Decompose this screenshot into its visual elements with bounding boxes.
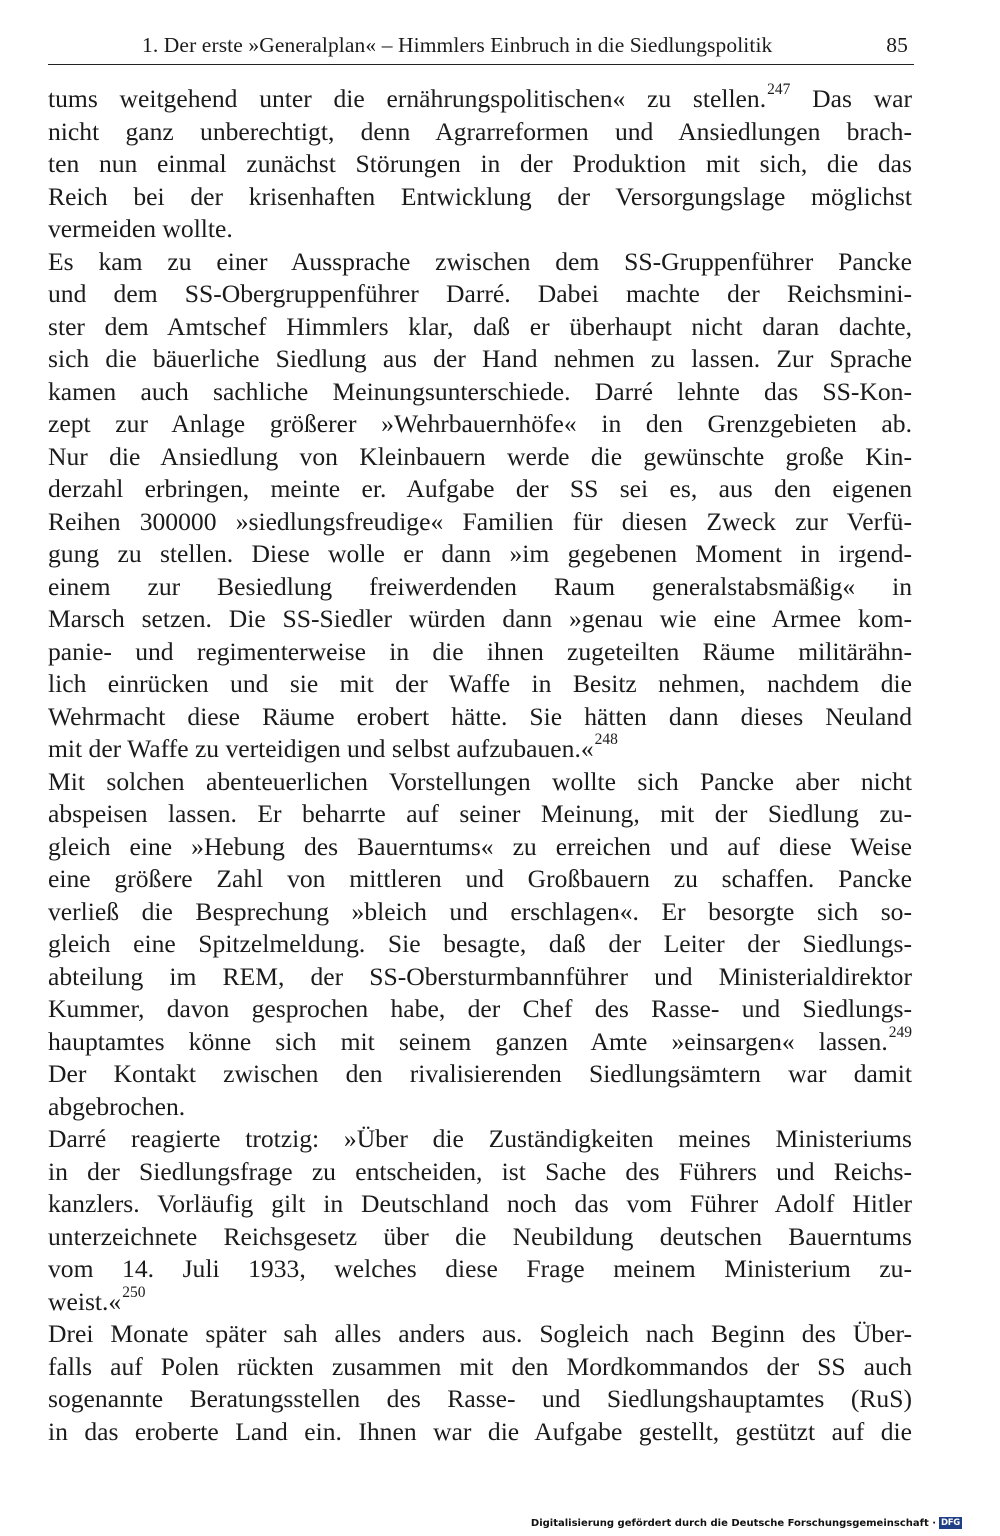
text-line [48, 928, 912, 961]
line-text: hauptamtes könne sich mit seinem ganzen Amte »einsargen« lassen. [48, 1026, 888, 1056]
text-line [48, 1416, 912, 1449]
text-line [48, 506, 912, 539]
line-text: ten nun einmal zunächst Störungen in der Produktion mit sich, die das [48, 149, 912, 178]
line-text: sogenannte Beratungsstellen des Rasse- und Siedlungshauptamtes (RuS) [48, 1384, 912, 1413]
text-line [48, 1283, 912, 1319]
text-line [48, 376, 912, 409]
text-line [48, 181, 912, 214]
text-line [48, 213, 912, 246]
line-text: Darré reagierte trotzig: »Über die Zuständigkeiten meines Ministeriums [48, 1124, 912, 1153]
line-text: Kummer, davon gesprochen habe, der Chef des Rasse- und Siedlungs- [48, 994, 912, 1023]
text-line [48, 83, 912, 116]
body-text [48, 83, 912, 1448]
dfg-logo: DFG [941, 1518, 960, 1528]
text-line [48, 603, 912, 636]
line-text: in der Siedlungsfrage zu entscheiden, ist Sache des Führers und Reichs- [48, 1156, 912, 1186]
running-header [48, 30, 914, 65]
line-text: zept zur Anlage größerer »Wehrbauernhöfe« in den Grenzgebieten ab. [48, 409, 912, 438]
text-line [48, 246, 912, 279]
text-line [48, 1351, 912, 1384]
line-text: eine größere Zahl von mittleren und Großbauern zu schaffen. Pancke [48, 864, 912, 893]
text-line [48, 1156, 912, 1189]
text-line [48, 1318, 912, 1351]
line-text: abteilung im REM, der SS-Obersturmbannführer und Ministerialdirektor [48, 961, 912, 991]
line-text-continued: Das war [790, 84, 912, 113]
line-text: verließ die Besprechung »bleich und erschlagen«. Er besorgte sich so- [48, 896, 912, 926]
line-text: gleich eine »Hebung des Bauerntums« zu erreichen und auf diese Weise [48, 831, 912, 861]
line-text: Nur die Ansiedlung von Kleinbauern werde die gewünschte große Kin- [48, 441, 912, 471]
line-text: lich einrücken und sie mit der Waffe in Besitz nehmen, nachdem die [48, 669, 912, 698]
line-text: ster dem Amtschef Himmlers klar, daß er überhaupt nicht daran dachte, [48, 311, 912, 341]
text-line [48, 831, 912, 864]
line-text: mit der Waffe zu verteidigen und selbst aufzubauen.« [48, 734, 594, 763]
text-line [48, 473, 912, 506]
line-text: unterzeichnete Reichsgesetz über die Neubildung deutschen Bauerntums [48, 1221, 912, 1251]
line-text: in das eroberte Land ein. Ihnen war die Aufgabe gestellt, gestützt auf die [48, 1416, 912, 1446]
line-text: kamen auch sachliche Meinungsunterschiede. Darré lehnte das SS-Kon- [48, 376, 912, 406]
text-line [48, 441, 912, 474]
text-line [48, 733, 912, 766]
line-text: Marsch setzen. Die SS-Siedler würden dann »genau wie eine Armee kom- [48, 604, 912, 633]
text-line [48, 538, 912, 571]
line-text: vermeiden wollte. [48, 214, 233, 243]
text-line [48, 863, 912, 896]
line-text: falls auf Polen rückten zusammen mit den Mordkommandos der SS auch [48, 1351, 912, 1381]
text-line [48, 668, 912, 701]
page-number: 85 [886, 33, 908, 57]
line-text: kanzlers. Vorläufig gilt in Deutschland noch das vom Führer Adolf Hitler [48, 1189, 912, 1218]
line-text: panie- und regimenterweise in die ihnen zugeteilten Räume militärähn- [48, 636, 912, 666]
text-line [48, 993, 912, 1026]
text-line [48, 1188, 912, 1221]
text-line [48, 1023, 912, 1059]
text-line [48, 571, 912, 604]
text-line [48, 1221, 912, 1254]
line-text: Der Kontakt zwischen den rivalisierenden Siedlungsämtern war damit [48, 1059, 912, 1088]
text-line [48, 701, 912, 734]
text-line [48, 766, 912, 799]
footnote-marker: 247 [767, 81, 791, 98]
text-line [48, 311, 912, 344]
text-line [48, 1383, 912, 1416]
credit-text: Digitalisierung gefördert durch die Deutsche Forschungsgemeinschaft · [530, 1517, 937, 1529]
line-text: gung zu stellen. Diese wolle er dann »im gegebenen Moment in irgend- [48, 539, 912, 568]
text-line [48, 1091, 912, 1124]
line-text: vom 14. Juli 1933, welches diese Frage meinem Ministerium zu- [48, 1254, 912, 1283]
line-text: Es kam zu einer Aussprache zwischen dem SS-Gruppenführer Pancke [48, 246, 912, 276]
text-line [48, 961, 912, 994]
line-text: und dem SS-Obergruppenführer Darré. Dabei machte der Reichsmini- [48, 279, 912, 308]
text-line [48, 1253, 912, 1286]
line-text: Reihen 300000 »siedlungsfreudige« Familien für diesen Zweck zur Verfü- [48, 506, 912, 536]
line-text: nicht ganz unberechtigt, denn Agrarreformen und Ansiedlungen brach- [48, 116, 912, 146]
line-text: Drei Monate später sah alles anders aus. Sogleich nach Beginn des Über- [48, 1319, 912, 1348]
text-line [48, 116, 912, 149]
line-text: weist.« [48, 1286, 122, 1316]
line-text: abspeisen lassen. Er beharrte auf seiner Meinung, mit der Siedlung zu- [48, 799, 912, 828]
line-text: derzahl erbringen, meinte er. Aufgabe der SS sei es, aus den eigenen [48, 474, 912, 503]
footnote-marker: 248 [594, 731, 618, 748]
line-text: abgebrochen. [48, 1091, 186, 1121]
line-text: einem zur Besiedlung freiwerdenden Raum generalstabsmäßig« in [48, 571, 912, 601]
text-line [48, 408, 912, 441]
text-line [48, 343, 912, 376]
chapter-title: 1. Der erste »Generalplan« – Himmlers Einbruch in die Siedlungspolitik [142, 33, 773, 57]
line-text: Reich bei der krisenhaften Entwicklung der Versorgungslage möglichst [48, 181, 912, 211]
digitization-credit [531, 1517, 962, 1529]
line-text: gleich eine Spitzelmeldung. Sie besagte, daß der Leiter der Siedlungs- [48, 929, 912, 958]
text-line [48, 148, 912, 181]
text-line [48, 1123, 912, 1156]
line-text: Wehrmacht diese Räume erobert hätte. Sie hätten dann dieses Neuland [48, 701, 912, 731]
text-line [48, 636, 912, 669]
line-text: tums weitgehend unter die ernährungspolitischen« zu stellen. [48, 84, 767, 113]
line-text: sich die bäuerliche Siedlung aus der Hand nehmen zu lassen. Zur Sprache [48, 344, 912, 373]
text-line [48, 896, 912, 929]
text-line [48, 798, 912, 831]
footnote-marker: 249 [888, 1023, 912, 1041]
text-line [48, 278, 912, 311]
footnote-marker: 250 [122, 1283, 146, 1301]
line-text: Mit solchen abenteuerlichen Vorstellungen wollte sich Pancke aber nicht [48, 766, 912, 796]
text-line [48, 1058, 912, 1091]
